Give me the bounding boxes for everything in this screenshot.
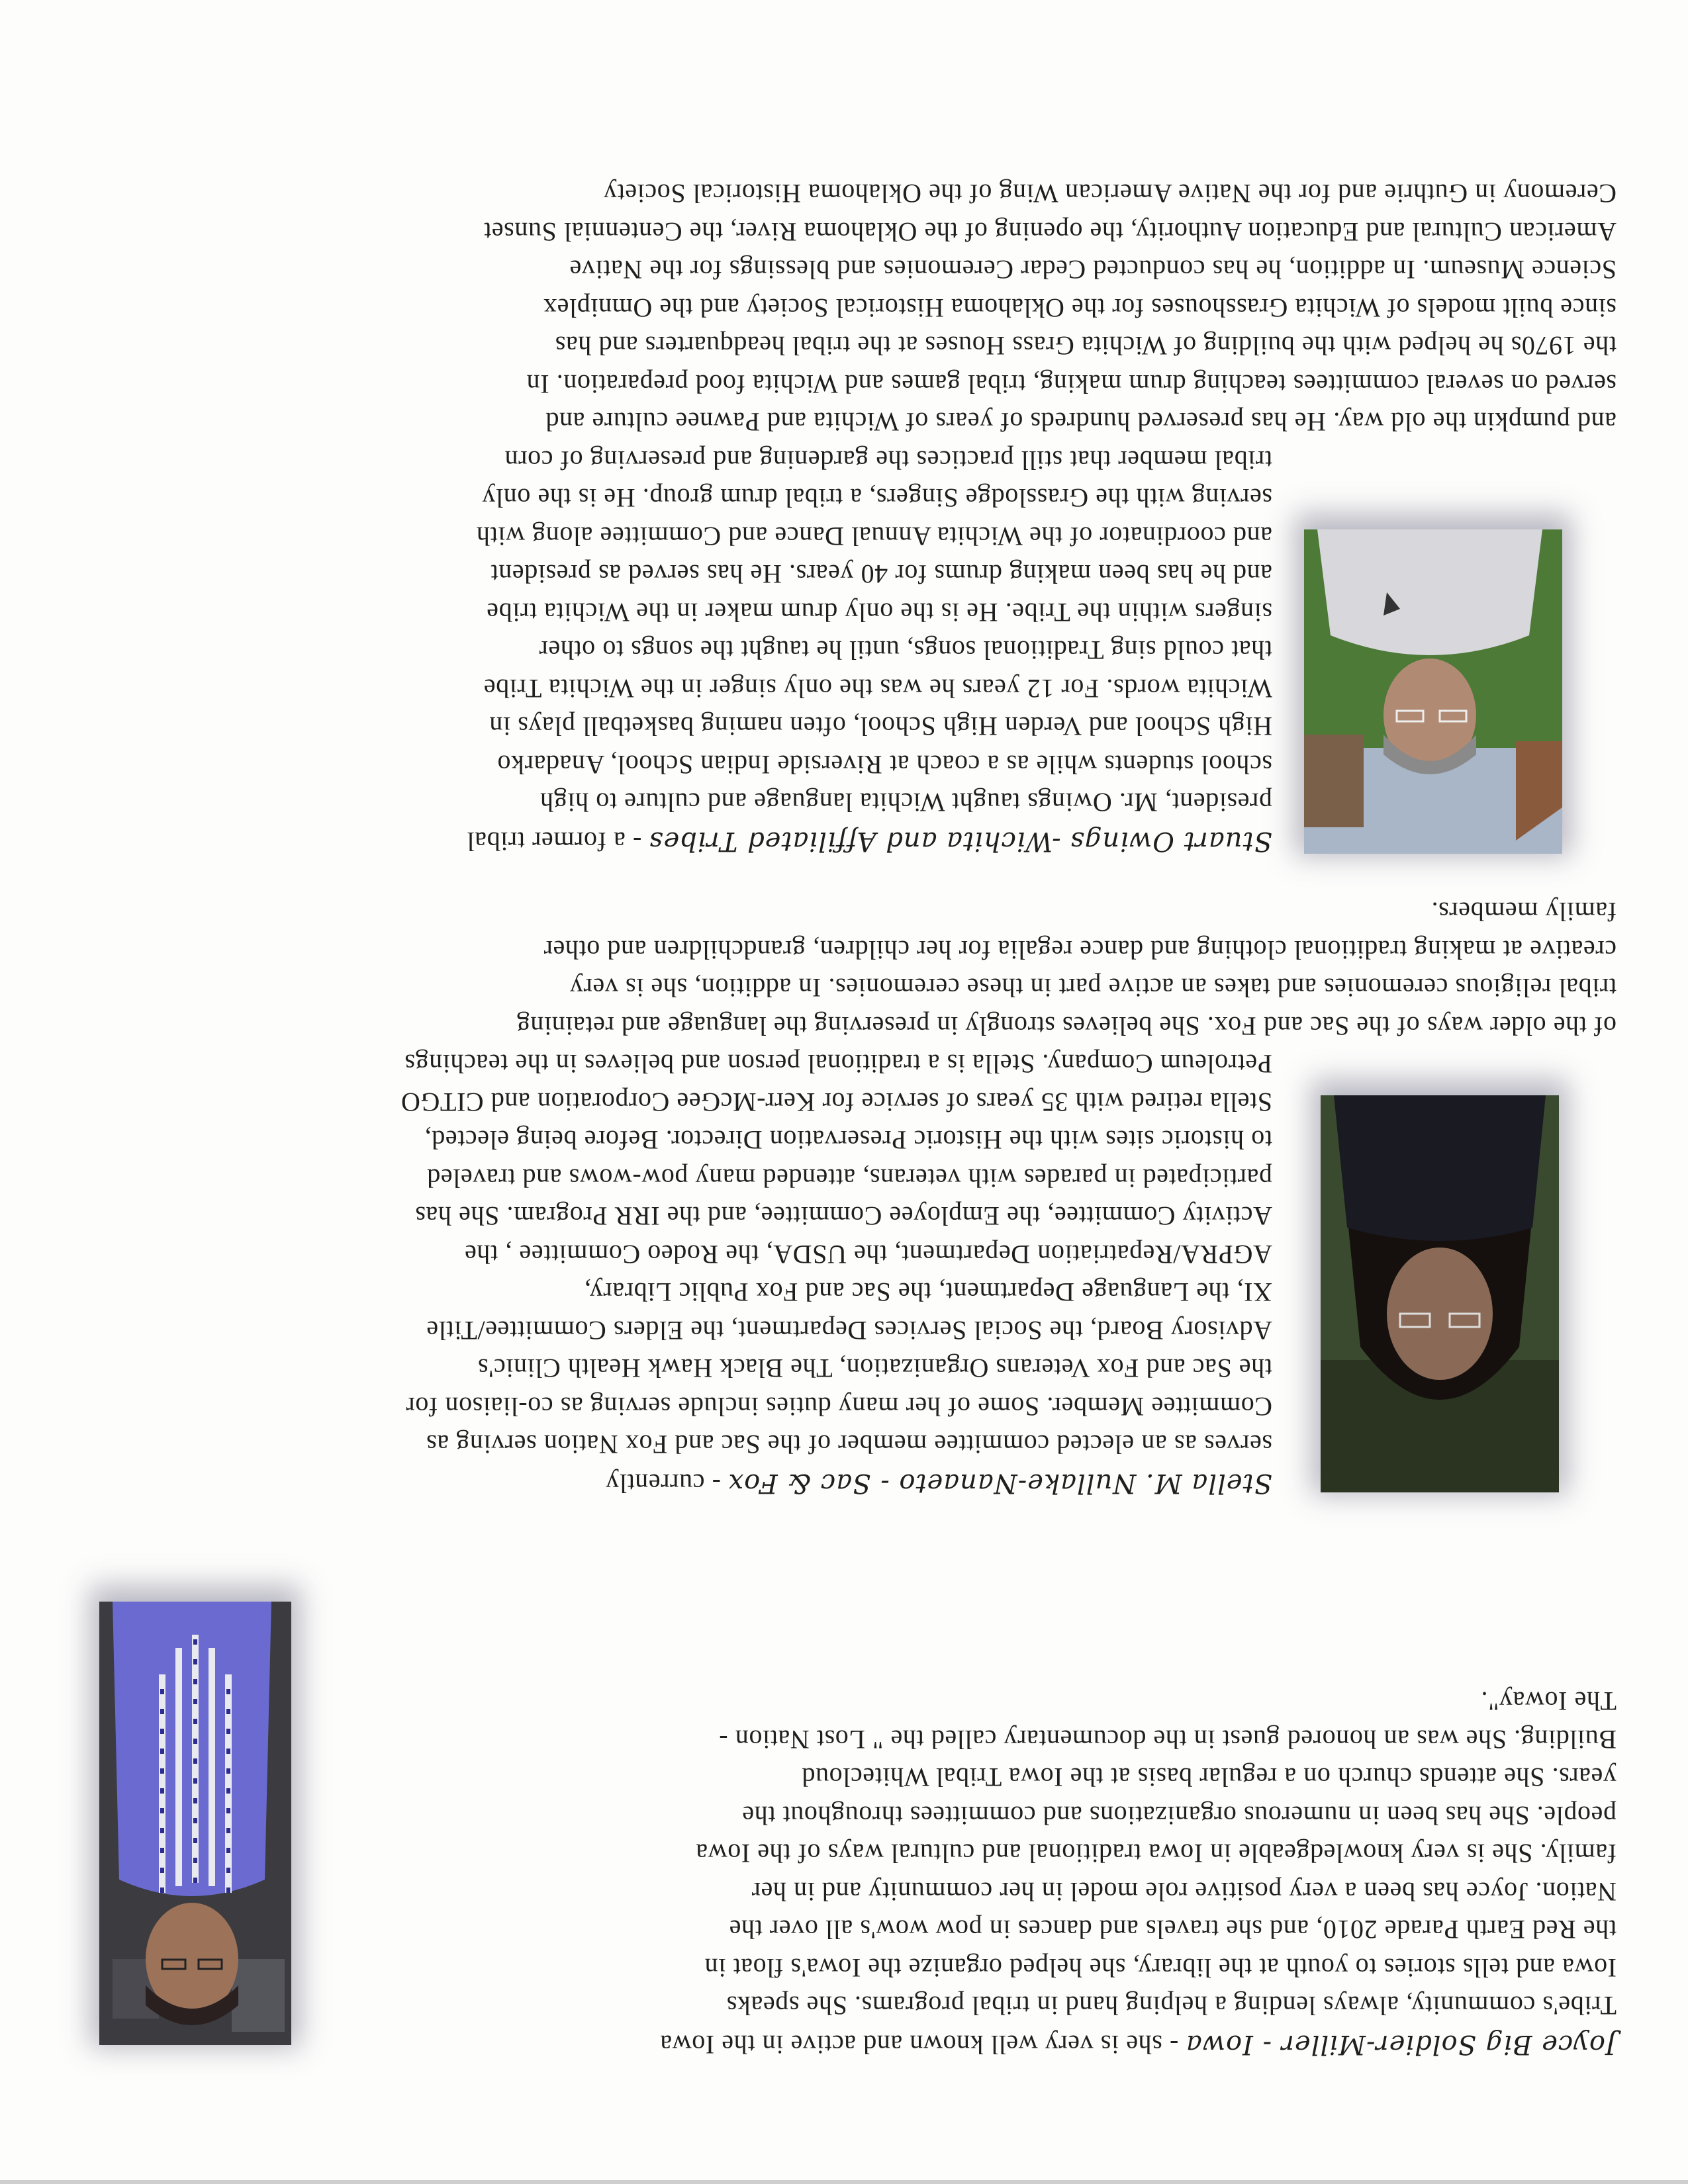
bio-text-line: of the older ways of the Sac and Fox. She believes strongly in preserving the language and retaining bbox=[516, 1011, 1617, 1041]
bio-text-line: tribal member that still practices the gardening and preserving of corn bbox=[504, 445, 1272, 475]
bio-text-line: Advisory Board, the Social Services Department, the Elders Committee/Title bbox=[426, 1316, 1272, 1345]
bio-text-line: Tribe's community, always lending a helping hand in tribal programs. She speaks bbox=[726, 1991, 1617, 2021]
bio-text-line: singers within the Tribe. He is the only drum maker in the Wichita tribe bbox=[486, 598, 1272, 627]
bio-name: Stella M. Nullake-Nanaeto - Sac & Fox bbox=[727, 1468, 1272, 1498]
bio-text-line: The Ioway". bbox=[1480, 1686, 1617, 1717]
bio-name: Stuart Owings -Wichita and Affiliated Tribes bbox=[649, 826, 1272, 856]
bio-text-line: Nation. Joyce has been a very positive role model in her community and in her bbox=[751, 1877, 1617, 1907]
bio-text-line: American Cultural and Education Authority, the opening of the Oklahoma River, the Centennial Sunset bbox=[483, 217, 1617, 247]
bio-text-line: AGPRA/Repatriation Department, the USDA, the Rodeo Committee , the bbox=[464, 1240, 1272, 1269]
bio-text-line: Activity Committee, the Employee Committee, and the IRR Program. She has bbox=[414, 1201, 1272, 1232]
bio-text-line: - a former tribal bbox=[466, 827, 649, 856]
bio-text-line: participated in parades with veterans, attended many pow-wows and traveled bbox=[426, 1163, 1272, 1193]
bio-text-line: the 1970s he helped with the building of Wichita Grass Houses at the tribal headquarters and has bbox=[555, 331, 1617, 361]
bio-text-line: - currently bbox=[605, 1469, 728, 1498]
bio-text-line: Ceremony in Guthrie and for the Native American Wing of the Oklahoma Historical Society bbox=[603, 179, 1617, 209]
bio-text-line: and he has been making drums for 40 years. He has served as president bbox=[490, 559, 1272, 590]
bio-text-line: Iowa and tells stories to youth at the library, she helped organize the Iowa's float in bbox=[704, 1953, 1617, 1983]
bio-joyce bbox=[286, 1682, 1617, 2064]
bio-text-line: since built models of Wichita Grasshouses for the Oklahoma Historical Society and the Omniplex bbox=[543, 293, 1617, 323]
bio-text-line: Petroleum Company. Stella is a traditional person and believes in the teachings bbox=[404, 1049, 1272, 1079]
bio-text-line: serving with the Grasslodge Singers, a tribal drum group. He is the only bbox=[481, 483, 1272, 514]
bio-text-line: and coordinator of the Wichita Annual Dance and Committee along with bbox=[476, 522, 1272, 551]
bio-text-line: to historic sites with the Historic Preservation Director. Before being elected, bbox=[424, 1125, 1272, 1156]
bio-text-line: Stella retired with 35 years of service for Kerr-McGee Corporation and CITGO bbox=[400, 1087, 1272, 1117]
bio-text-line: people. She has been in numerous organizations and committees throughout the bbox=[741, 1801, 1617, 1831]
bio-text-line: Science Museum. In addition, he has conducted Cedar Ceremonies and blessings for the Native bbox=[569, 255, 1617, 285]
bio-text-line: High School and Verden High School, often naming basketball plays in bbox=[489, 711, 1272, 742]
bio-text-line: family members. bbox=[1430, 897, 1617, 927]
bio-text-line: XI, the Language Department, the Sac and Fox Public Library, bbox=[584, 1277, 1272, 1308]
portrait-image bbox=[99, 1602, 291, 2045]
bio-text-line: serves as an elected committee member of the Sac and Fox Nation serving as bbox=[426, 1430, 1272, 1460]
bio-text-line: years. She attends church on a regular basis at the Iowa Tribal Whitecloud bbox=[801, 1762, 1617, 1793]
bio-name: Joyce Big Soldier-Miller - Iowa bbox=[1185, 2029, 1617, 2060]
bio-text-line: Committee Member. Some of her many duties include serving as co-liaison for bbox=[405, 1392, 1272, 1422]
bio-text-line: served on several committees teaching drum making, tribal games and Wichita food preparation. In bbox=[526, 369, 1617, 399]
photo-stella bbox=[1321, 1095, 1559, 1492]
photo-stuart bbox=[1304, 529, 1562, 854]
bio-text-line: creative at making traditional clothing and dance regalia for her children, grandchildren and other bbox=[543, 935, 1617, 965]
portrait-image bbox=[1321, 1095, 1559, 1492]
bio-text-line: president, Mr. Owings taught Wichita language and culture to high bbox=[539, 788, 1272, 818]
bio-text-line: the Red Earth Parade 2010, and she travels and dances in pow wow's all over the bbox=[729, 1915, 1617, 1945]
bio-first-line bbox=[286, 2025, 1617, 2064]
portrait-image bbox=[1304, 529, 1562, 854]
bio-text-line: - she is very well known and active in the Iowa bbox=[659, 2030, 1186, 2060]
bio-text-line: Building. She was an honored guest in the documentary called the " Lost Nation - bbox=[718, 1725, 1617, 1754]
bio-text-line: Wichita words. For 12 years he was the only singer in the Wichita Tribe bbox=[483, 674, 1272, 704]
scan-edge-shadow bbox=[0, 2180, 1688, 2184]
bio-text-line: the Sac and Fox Veterans Organization, The Black Hawk Health Clinic's bbox=[477, 1353, 1272, 1384]
photo-joyce bbox=[99, 1602, 291, 2045]
bio-text-line: and pumpkin the old way. He has preserved hundreds of years of Wichita and Pawnee culture and bbox=[545, 407, 1617, 437]
bio-text-line: tribal religious ceremonies and takes an active part in these ceremonies. In addition, she is very bbox=[569, 973, 1617, 1003]
bio-text-line: family. She is very knowledgeable in Iowa traditional and cultural ways of the Iowa bbox=[695, 1839, 1617, 1869]
bio-text-line: that could sing Traditional songs, until he taught the songs to other bbox=[538, 635, 1272, 666]
bio-text-line: school students while as a coach at Riverside Indian School, Anadarko bbox=[496, 750, 1272, 780]
